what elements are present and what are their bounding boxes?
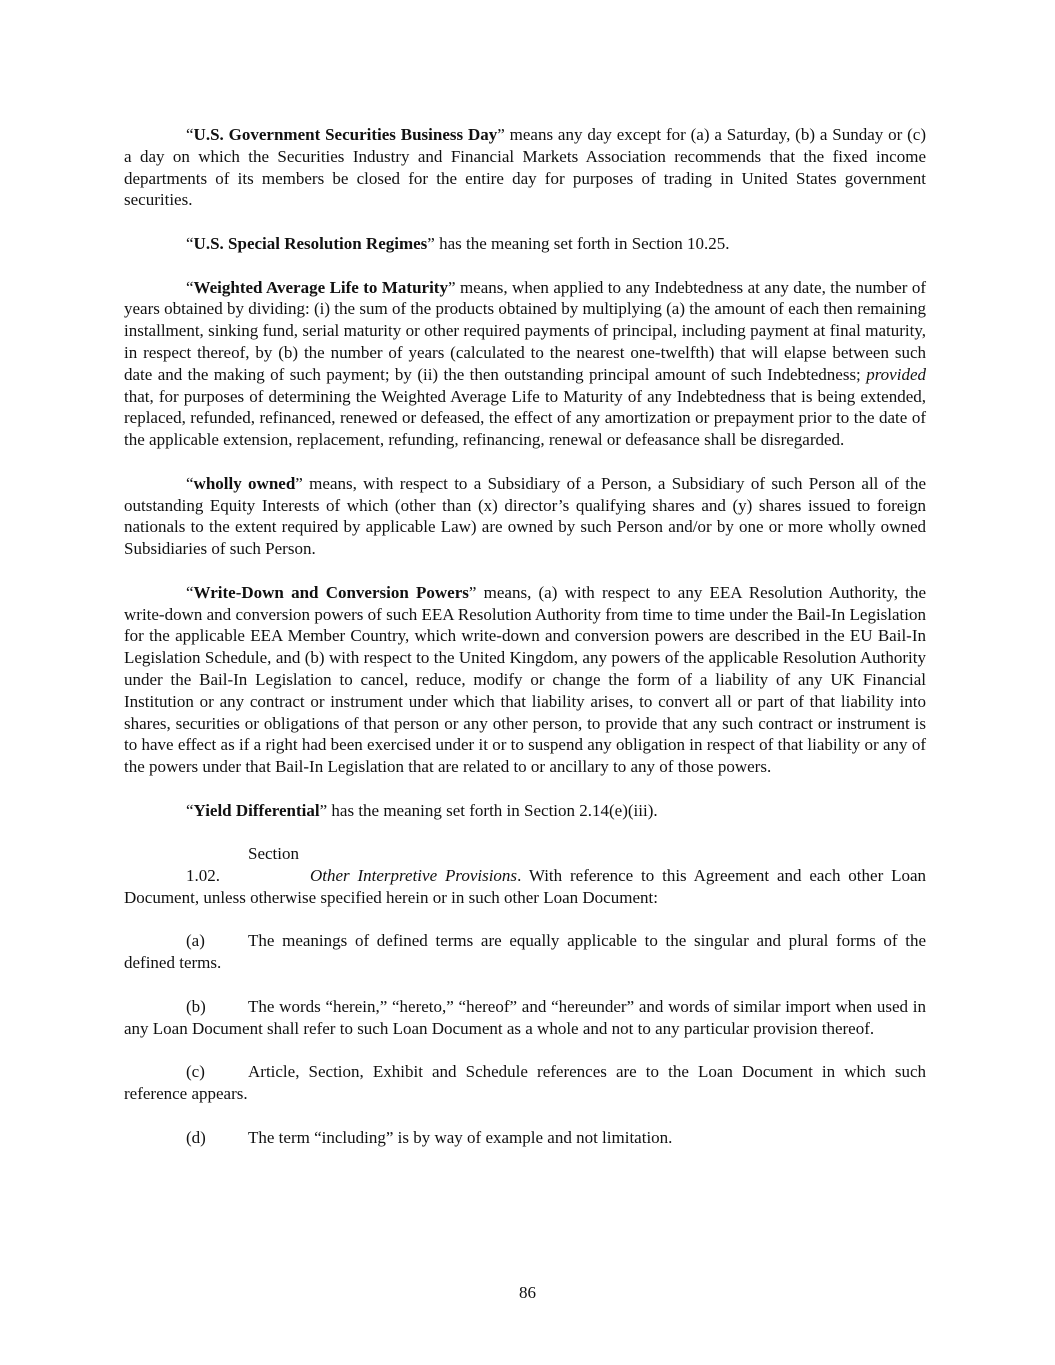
definition-write-down-and-conversion-powers: “Write-Down and Conversion Powers” means, (a) with respect to any EEA Resolution Authority, the write-down and conversion powers of such EEA Resolution Authority from time to time under the Bail-In Legislation for the applicable EEA Member Country, which write-down and conversion powers are described in the EU Bail-In Legislation Schedule, and (b) with respect to the United Kingdom, any powers of the applicable Resolution Authority under the Bail-In Legislation to cancel, reduce, modify or change the form of a liability of any UK Financial Institution or any contract or instrument under which that liability arises, to convert all or part of that liability into shares, securities or obligations of that person or any other person, to provide that any such contract or instrument is to have effect as if a right had been exercised under it or to suspend any obligation in respect of that liability or any of the powers under that Bail-In Legislation that are related to or ancillary to any of those powers. [124,582,926,777]
definition-yield-differential: “Yield Differential” has the meaning set forth in Section 2.14(e)(iii). [186,800,658,820]
definition-text: ” means any day except for (a) a Saturday, (b) a Sunday or (c) a day on which the Securities Industry and Financial Markets Association recommends that the fixed income departments of its members be closed for the entire day for purposes of trading in United States government securities. [124,125,926,210]
definition-weighted-average-life-to-maturity: “Weighted Average Life to Maturity” means, when applied to any Indebtedness at any date, the number of years obtained by dividing: (i) the sum of the products obtained by multiplying (a) the amount of each then remaining installment, sinking fund, serial maturity or other required payments of principal, including payment at final maturity, in respect thereof, by (b) the number of years (calculated to the nearest one-twelfth) that will elapse between such date and the making of such payment; by (ii) the then outstanding principal amount of such Indebtedness; provided that, for purposes of determining the Weighted Average Life to Maturity of any Indebtedness that is being extended, replaced, refunded, refinanced, renewed or defeased, the effect of any amortization or prepayment prior to the date of the applicable extension, replacement, refunding, refinancing, renewal or defeasance shall be disregarded. [124,277,927,450]
section-intro-text: . With reference to this Agreement and each other Loan Document, unless otherwise specified herein or in such other Loan Document: [124,866,927,907]
section-number: Section 1.02. [186,844,299,886]
page-number: 86 [519,1283,536,1302]
list-item-b [124,996,926,1040]
list-item-d [124,1127,926,1149]
definition-us-government-securities-business-day: “U.S. Government Securities Business Day” means any day except for (a) a Saturday, (b) a Sunday or (c) a day on which the Securities Industry and Financial Markets Association recommends that the fixed income departments of its members be closed for the entire day for purposes of trading in United States government securities. [124,125,926,210]
defined-term: Weighted Average Life to Maturity [193,277,448,297]
list-item-text: The words “herein,” “hereto,” “hereof” and “hereunder” and words of similar import when used in any Loan Document shall refer to such Loan Document as a whole and not to any particular provision thereof. [124,996,926,1038]
definition-text-continued: that, for purposes of determining the Weighted Average Life to Maturity of any Indebtedness that is being extended, replaced, refunded, refinanced, renewed or defeased, the effect of any amortization or prepayment prior to the date of the applicable extension, replacement, refunding, refinancing, renewal or defeasance shall be disregarded. [124,386,926,450]
definition-text: ” means, (a) with respect to any EEA Resolution Authority, the write-down and conversion powers of such EEA Resolution Authority from time to time under the Bail-In Legislation for the applicable EEA Member Country, which write-down and conversion powers are described in the EU Bail-In Legislation Schedule, and (b) with respect to the United Kingdom, any powers of the applicable Resolution Authority under the Bail-In Legislation to cancel, reduce, modify or change the form of a liability of any UK Financial Institution or any contract or instrument under which that liability arises, to convert all or part of that liability into shares, securities or obligations of that person or any other person, to provide that any such contract or instrument is to have effect as if a right had been exercised under it or to suspend any obligation in respect of that liability or any of the powers under that Bail-In Legislation that are related to or ancillary to any of those powers. [124,582,926,777]
list-item-label: (d) [186,1127,206,1147]
defined-term: wholly owned [193,473,296,493]
section-title: Other Interpretive Provisions [310,866,518,886]
defined-term: Write-Down and Conversion Powers [193,582,469,602]
list-item-label: (a) [186,931,205,951]
definition-wholly-owned: “wholly owned” means, with respect to a Subsidiary of a Person, a Subsidiary of such Person all of the outstanding Equity Interests of which (other than (x) director’s qualifying shares and (y) shares issued to foreign nationals to the extent required by applicable Law) are owned by such Person and/or by one or more wholly owned Subsidiaries of such Person. [124,473,926,559]
list-item-text: The term “including” is by way of example and not limitation. [248,1127,673,1147]
section-1-02-heading [124,843,926,908]
defined-term: Yield Differential [193,800,320,820]
definition-text: ” has the meaning set forth in Section 10.25. [427,233,730,253]
list-item-c [124,1061,926,1105]
definition-text: ” means, when applied to any Indebtedness at any date, the number of years obtained by dividing: (i) the sum of the products obtained by multiplying (a) the amount of each then remaining installment, sinking fund, serial maturity or other required payments of principal, including payment at final maturity, in respect thereof, by (b) the number of years (calculated to the nearest one-twelfth) that will elapse between such date and the making of such payment; by (ii) the then outstanding principal amount of such Indebtedness; [124,277,927,384]
list-item-label: (b) [186,996,206,1016]
list-item-text: The meanings of defined terms are equally applicable to the singular and plural forms of the defined terms. [124,931,926,973]
italic-proviso: provided [866,364,926,384]
list-item-a [124,930,926,974]
list-item-text: Article, Section, Exhibit and Schedule references are to the Loan Document in which such reference appears. [124,1062,926,1104]
defined-term: U.S. Government Securities Business Day [193,125,498,144]
defined-term: U.S. Special Resolution Regimes [193,233,428,253]
definition-text: ” means, with respect to a Subsidiary of a Person, a Subsidiary of such Person all of the outstanding Equity Interests of which (other than (x) director’s qualifying shares and (y) shares issued to foreign nationals to the extent required by applicable Law) are owned by such Person and/or by one or more wholly owned Subsidiaries of such Person. [124,473,926,559]
document-page [124,124,926,1170]
definition-us-special-resolution-regimes: “U.S. Special Resolution Regimes” has the meaning set forth in Section 10.25. [186,233,730,253]
definition-text: ” has the meaning set forth in Section 2.14(e)(iii). [319,800,658,820]
list-item-label: (c) [186,1062,205,1082]
